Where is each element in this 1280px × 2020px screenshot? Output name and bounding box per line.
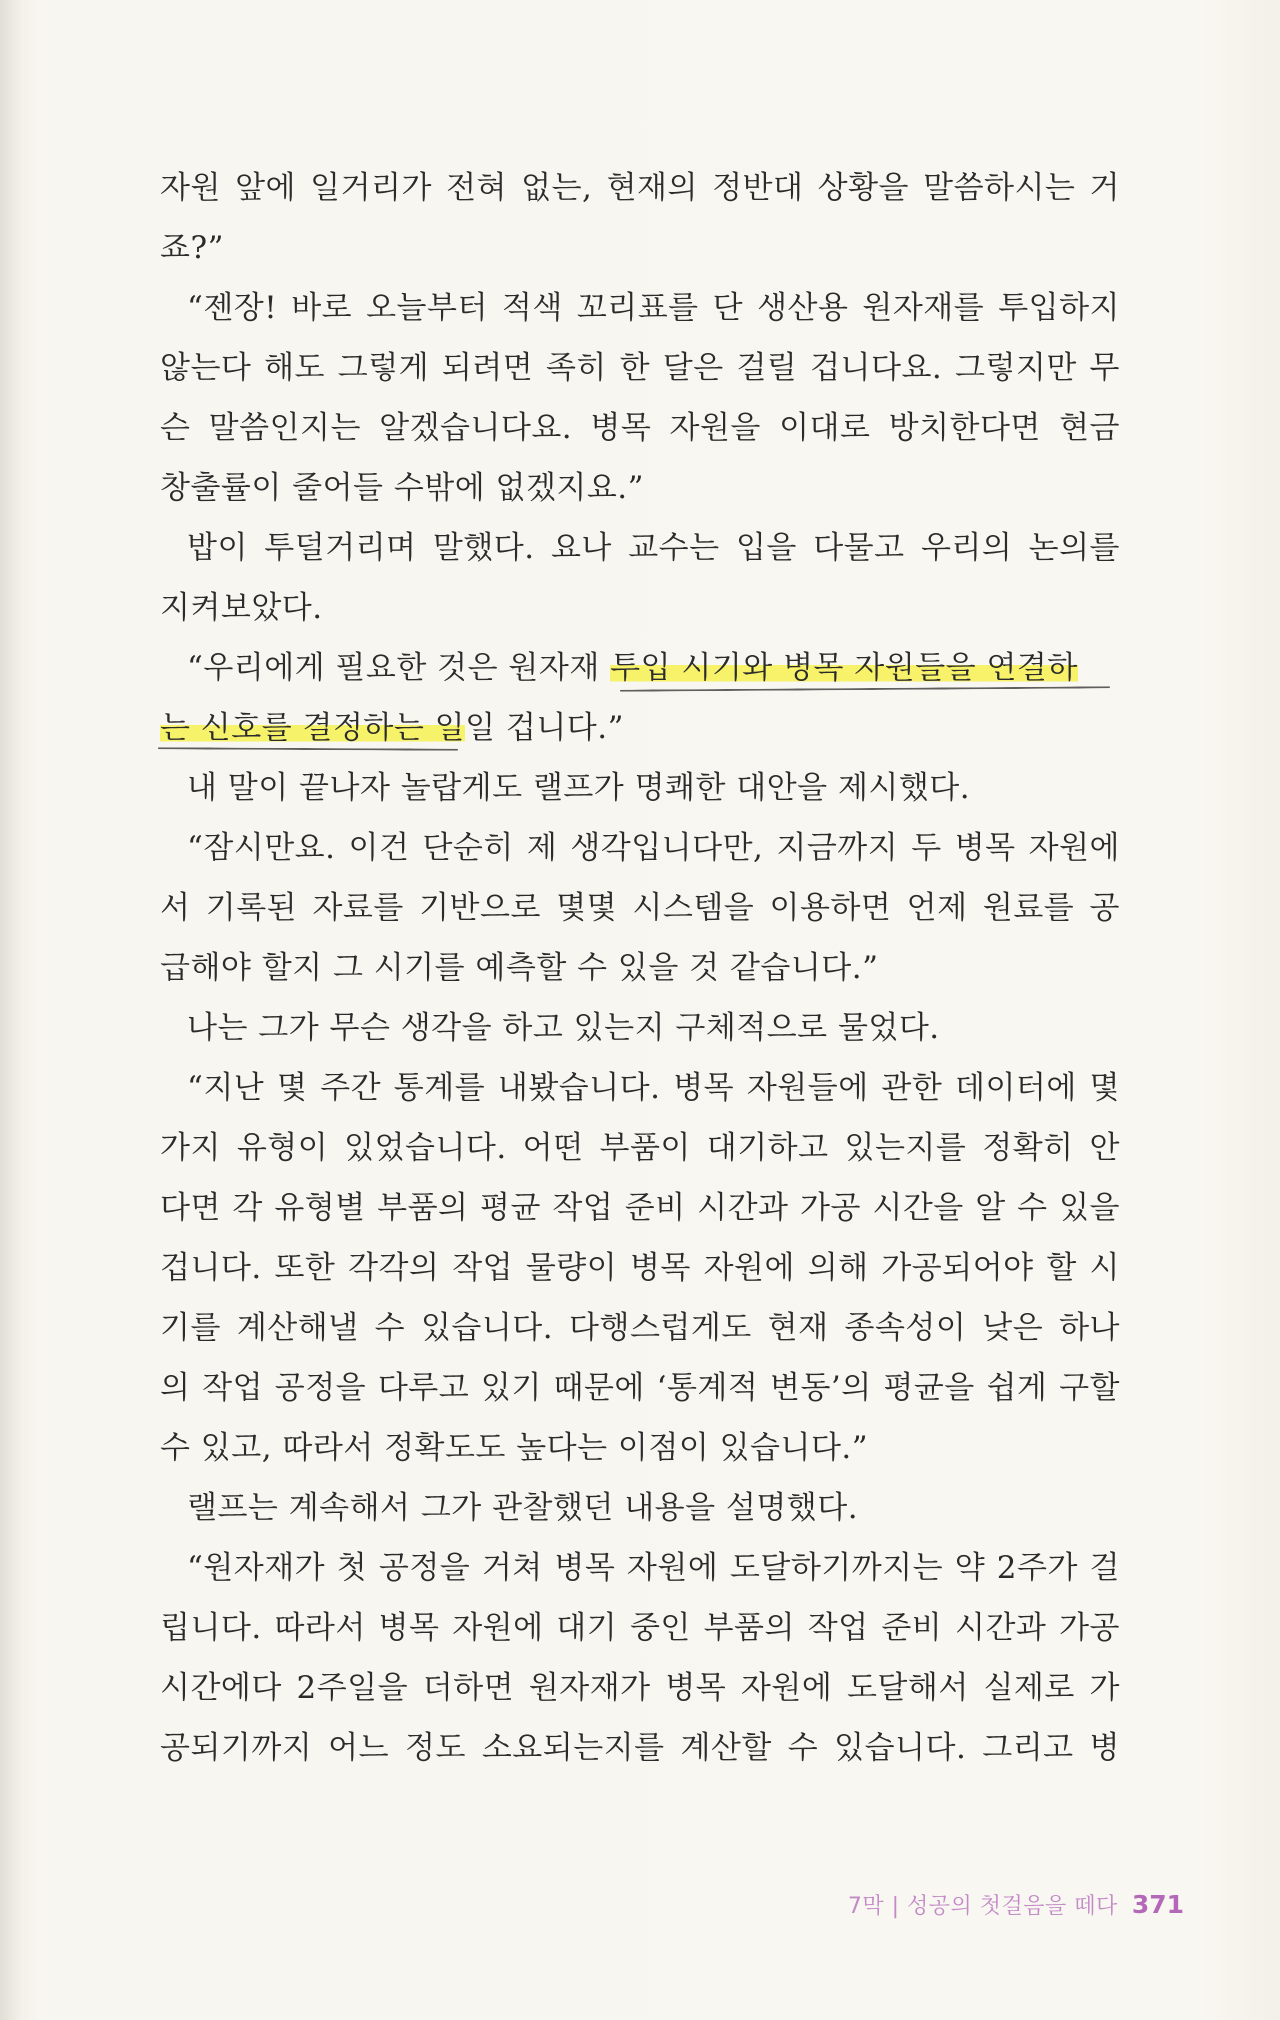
- text-line: 서 기록된 자료를 기반으로 몇몇 시스템을 이용하면 언제 원료를 공: [160, 890, 1120, 926]
- text-line: 립니다. 따라서 병목 자원에 대기 중인 부품의 작업 준비 시간과 가공: [160, 1610, 1120, 1646]
- text-line: 기를 계산해낼 수 있습니다. 다행스럽게도 현재 종속성이 낮은 하나: [160, 1310, 1120, 1346]
- spine-shadow: [0, 0, 22, 2020]
- text-line: 않는다 해도 그렇게 되려면 족히 한 달은 걸릴 겁니다요. 그렇지만 무: [160, 350, 1120, 386]
- text-line: 죠?”: [160, 230, 224, 266]
- running-footer: [848, 1885, 1184, 1925]
- text-line: “젠장! 바로 오늘부터 적색 꼬리표를 단 생산용 원자재를 투입하지: [187, 290, 1120, 326]
- chapter-title: 7막 | 성공의 첫걸음을 떼다: [847, 1894, 1118, 1919]
- text-line: 시간에다 2주일을 더하면 원자재가 병목 자원에 도달해서 실제로 가: [160, 1670, 1120, 1706]
- text-line: 수 있고, 따라서 정확도도 높다는 이점이 있습니다.”: [160, 1430, 869, 1466]
- text-line: 공되기까지 어느 정도 소요되는지를 계산할 수 있습니다. 그리고 병: [160, 1730, 1120, 1766]
- highlighted-text: 투입 시기와 병목 자원들을 연결하: [610, 650, 1078, 686]
- text-segment: “우리에게 필요한 것은 원자재: [187, 650, 611, 686]
- text-line: “지난 몇 주간 통계를 내봤습니다. 병목 자원들에 관한 데이터에 몇: [187, 1070, 1120, 1106]
- text-line: 나는 그가 무슨 생각을 하고 있는지 구체적으로 물었다.: [187, 1010, 940, 1046]
- text-line: 슨 말씀인지는 알겠습니다요. 병목 자원을 이대로 방치한다면 현금: [160, 410, 1120, 446]
- text-line: “원자재가 첫 공정을 거쳐 병목 자원에 도달하기까지는 약 2주가 걸: [187, 1550, 1120, 1586]
- text-line: 급해야 할지 그 시기를 예측할 수 있을 것 같습니다.”: [160, 950, 879, 986]
- text-line: 내 말이 끝나자 놀랍게도 랠프가 명쾌한 대안을 제시했다.: [187, 770, 971, 806]
- highlighted-text: 는 신호를 결정하는 일: [160, 710, 466, 746]
- text-line: 다면 각 유형별 부품의 평균 작업 준비 시간과 가공 시간을 알 수 있을: [160, 1190, 1120, 1226]
- text-line: 창출률이 줄어들 수밖에 없겠지요.”: [160, 470, 645, 506]
- text-line: 밥이 투덜거리며 말했다. 요나 교수는 입을 다물고 우리의 논의를: [187, 530, 1120, 566]
- text-line: 겁니다. 또한 각각의 작업 물량이 병목 자원에 의해 가공되어야 할 시: [160, 1250, 1120, 1286]
- text-line: 가지 유형이 있었습니다. 어떤 부품이 대기하고 있는지를 정확히 안: [160, 1130, 1120, 1166]
- text-line: 랠프는 계속해서 그가 관찰했던 내용을 설명했다.: [187, 1490, 859, 1526]
- text-line: 의 작업 공정을 다루고 있기 때문에 ‘통계적 변동’의 평균을 쉽게 구할: [160, 1370, 1120, 1406]
- text-line: 지켜보았다.: [160, 590, 323, 626]
- text-segment: 일 겁니다.”: [465, 710, 624, 746]
- text-line: “잠시만요. 이건 단순히 제 생각입니다만, 지금까지 두 병목 자원에: [187, 830, 1120, 866]
- page-number: 371: [1131, 1890, 1184, 1919]
- text-line: 자원 앞에 일거리가 전혀 없는, 현재의 정반대 상황을 말씀하시는 거: [160, 170, 1120, 206]
